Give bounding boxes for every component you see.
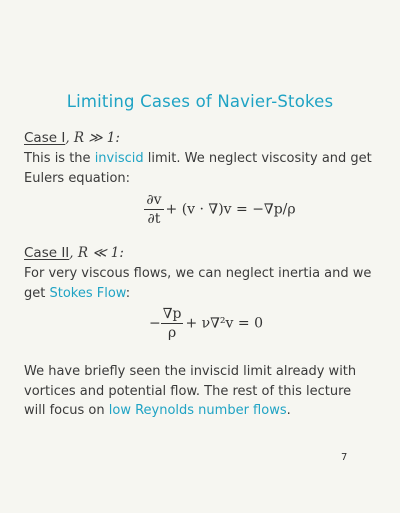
euler-fraction: [144, 192, 163, 227]
euler-numerator: ∂v: [146, 192, 162, 208]
low-reynolds-highlight: low Reynolds number flows: [108, 403, 287, 418]
stokes-minus: −: [148, 315, 161, 332]
stokes-denominator: ρ: [167, 325, 177, 341]
case-1-heading: [24, 130, 120, 146]
case-1-line-1: [24, 149, 380, 169]
euler-rest: + (v · ∇)v = −∇p/ρ: [165, 201, 296, 218]
closing-line-3-post: .: [286, 403, 291, 418]
closing-line-1: We have briefly seen the inviscid limit already with: [24, 364, 357, 379]
case-2-line-2-pre: get: [24, 285, 50, 301]
inviscid-highlight: inviscid: [94, 151, 144, 166]
slide-title: Limiting Cases of Navier-Stokes: [66, 92, 334, 111]
case-1-label: Case I: [24, 130, 66, 146]
case-2-line-1: For very viscous flows, we can neglect inertia and we: [24, 266, 372, 281]
case-1-text: [24, 149, 380, 188]
stokes-rest: + ν∇²v = 0: [185, 315, 263, 332]
case-1-line-2: Eulers equation:: [24, 170, 131, 186]
case-1-condition: , R ≫ 1:: [65, 130, 120, 146]
page-number: 7: [341, 452, 348, 463]
closing-text: [24, 362, 380, 421]
euler-equation: [40, 192, 400, 227]
closing-line-2: vortices and potential flow. The rest of this lecture: [24, 383, 352, 399]
stokes-flow-highlight: Stokes Flow: [49, 285, 126, 301]
stokes-numerator: ∇p: [162, 306, 182, 322]
case-2-label: Case II: [24, 245, 70, 261]
case-2-text: [24, 264, 380, 303]
case-2-condition: , R ≪ 1:: [69, 245, 124, 261]
closing-line-3-pre: will focus on: [24, 403, 109, 418]
case-2-heading: [24, 245, 124, 261]
case-2-line-2: [24, 284, 380, 304]
euler-denominator: ∂t: [147, 211, 161, 227]
case-1-line-1-post: limit. We neglect viscosity and get: [143, 151, 372, 166]
stokes-equation: [12, 306, 400, 341]
case-2-line-2-post: :: [125, 285, 131, 301]
case-1-line-1-pre: This is the: [24, 151, 95, 166]
closing-line-3: [24, 401, 380, 421]
stokes-fraction: [161, 306, 184, 341]
